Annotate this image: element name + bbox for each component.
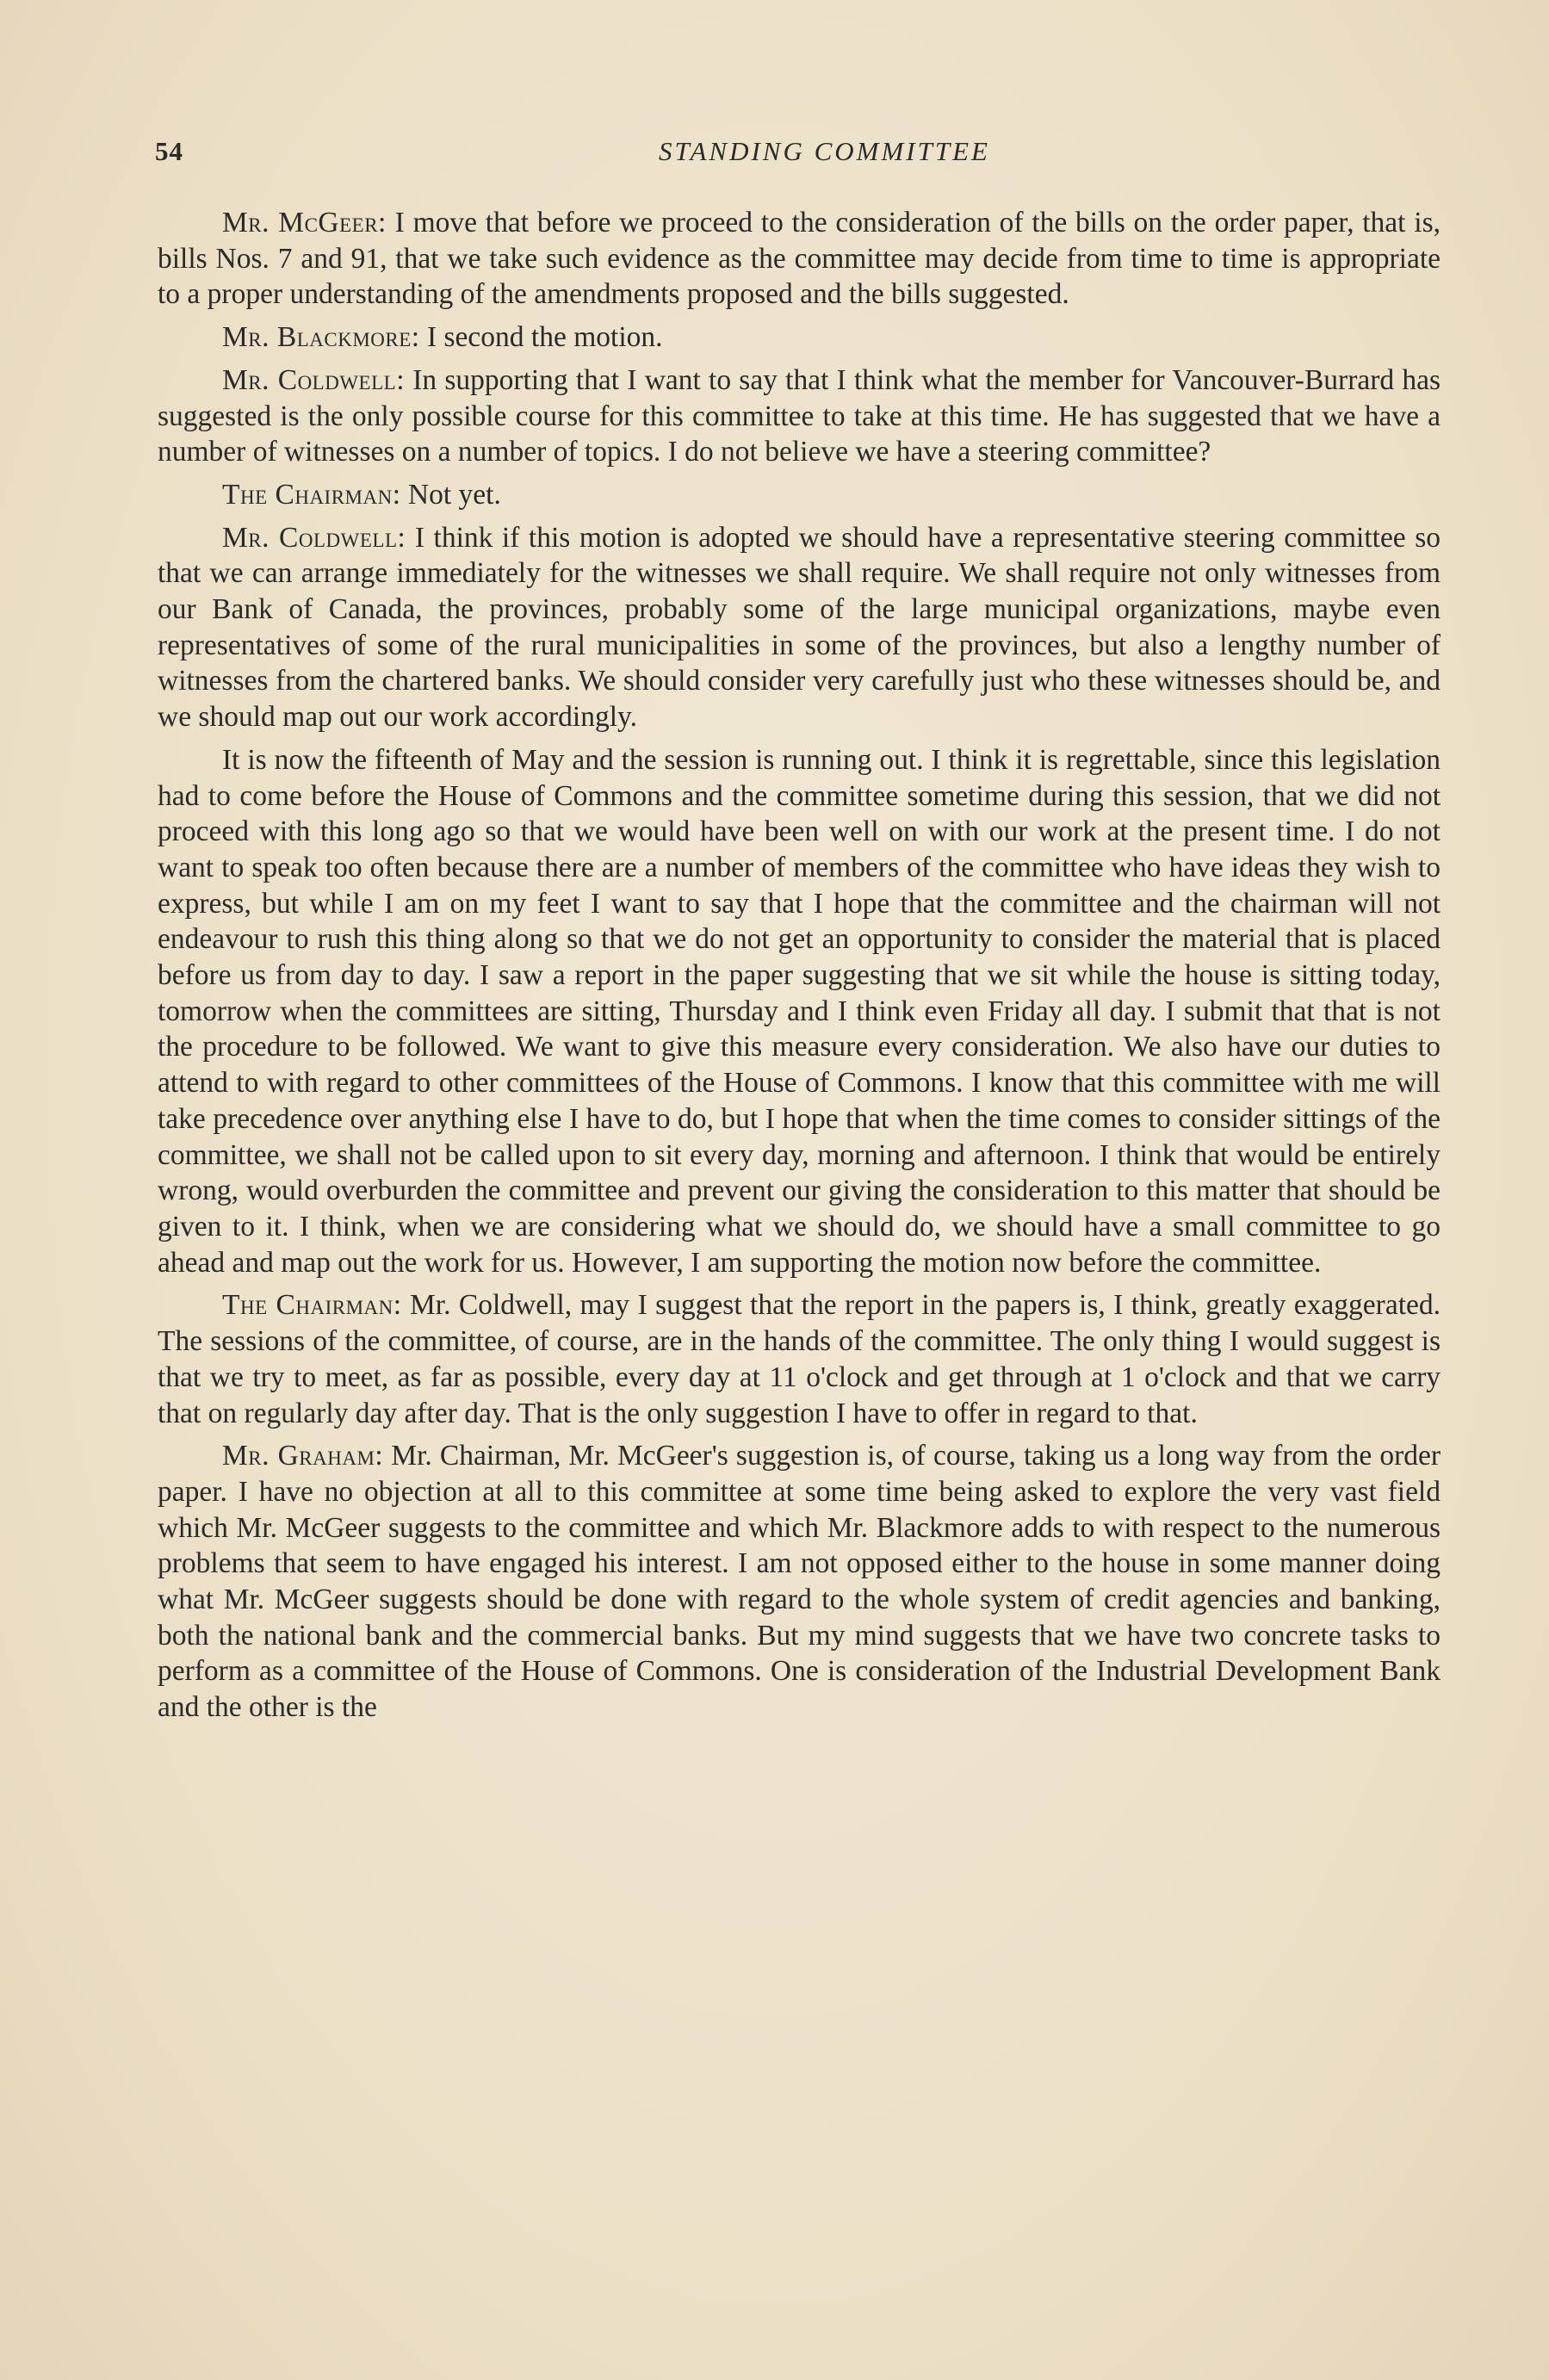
transcript-body xyxy=(158,205,1441,1732)
paragraph-text: Mr. Chairman, Mr. McGeer's suggestion is, of course, taking us a long way from the order paper. I have no objection at all to this committee at some time being asked to explore the very vast field which Mr. McGeer suggests to the committee and which Mr. Blackmore adds to with respect to the numerous problems that seem to have engaged his interest. I am not opposed either to the house in some manner doing what Mr. McGeer suggests should be done with regard to the whole system of credit agencies and banking, both the national bank and the commercial banks. But my mind suggests that we have two concrete tasks to perform as a committee of the House of Commons. One is consideration of the Industrial Development Bank and the other is the xyxy=(158,1440,1441,1724)
page-header xyxy=(155,136,1442,179)
speaker-name: Mr. Coldwell: xyxy=(222,521,406,554)
speaker-name: Mr. Coldwell: xyxy=(222,363,405,396)
paragraph-text: In supporting that I want to say that I think what the member for Vancouver-Burrard has suggested is the only possible course for this committee to take at this time. He has suggested that we have a number of witnesses on a number of topics. I do not believe we have a steering committee? xyxy=(158,363,1441,468)
paragraph-4 xyxy=(158,477,1441,513)
page-number: 54 xyxy=(155,136,183,166)
paragraph-2 xyxy=(158,319,1441,356)
paragraph-5 xyxy=(158,520,1441,735)
paragraph-3 xyxy=(158,363,1441,470)
paragraph-text: I second the motion. xyxy=(419,321,663,354)
paragraph-text: It is now the fifteenth of May and the session is running out. I think it is regrettable, since this legislation had to come before the House of Commons and the committee sometime during this session, that we did not proceed with this long ago so that we would have been well on with our work at the present time. I do not want to speak too often because there are a number of members of the committee who have ideas they wish to express, but while I am on my feet I want to say that I hope that the committee and the chairman will not endeavour to rush this thing along so that we do not get an opportunity to consider the material that is placed before us from day to day. I saw a report in the paper suggesting that we sit while the house is sitting today, tomorrow when the committees are sitting, Thursday and I think even Friday all day. I submit that that is not the procedure to be followed. We want to give this measure every consideration. We also have our duties to attend to with regard to other committees of the House of Commons. I know that this committee with me will take precedence over anything else I have to do, but I hope that when the time comes to consider sittings of the committee, we shall not be called upon to sit every day, morning and afternoon. I think that would be entirely wrong, would overburden the committee and prevent our giving the consideration to this matter that should be given to it. I think, when we are considering what we should do, we should have a small committee to go ahead and map out the work for us. However, I am supporting the motion now before the committee. xyxy=(158,743,1441,1279)
paragraph-text: I think if this motion is adopted we should have a representative steering committee so that we can arrange immediately for the witnesses we shall require. We shall require not only witnesses from our Bank of Canada, the provinces, probably some of the large municipal organizations, maybe even representatives of some of the rural municipalities in some of the provinces, but also a lengthy number of witnesses from the chartered banks. We should consider very carefully just who these witnesses should be, and we should map out our work accordingly. xyxy=(158,521,1441,734)
running-head: STANDING COMMITTEE xyxy=(659,136,990,166)
paragraph-7 xyxy=(158,1287,1441,1431)
speaker-name: Mr. Blackmore: xyxy=(222,321,420,354)
paragraph-text: Not yet. xyxy=(400,478,501,511)
speaker-name: The Chairman: xyxy=(222,1289,402,1322)
speaker-name: Mr. McGeer: xyxy=(222,207,387,239)
speaker-name: Mr. Graham: xyxy=(222,1440,384,1472)
paragraph-text: I move that before we proceed to the consideration of the bills on the order paper, that is, bills Nos. 7 and 91, that we take such evidence as the committee may decide from time to time is appropriate to a proper understanding of the amendments proposed and the bills suggested. xyxy=(158,207,1441,311)
paragraph-8 xyxy=(158,1438,1441,1726)
paragraph-6 xyxy=(158,742,1441,1281)
speaker-name: The Chairman: xyxy=(222,478,401,511)
paragraph-1 xyxy=(158,205,1441,313)
paragraph-text: Mr. Coldwell, may I suggest that the report in the papers is, I think, greatly exaggerated. The sessions of the committee, of course, are in the hands of the committee. The only thing I would suggest is that we try to meet, as far as possible, every day at 11 o'clock and get through at 1 o'clock and that we carry that on regularly day after day. That is the only suggestion I have to offer in regard to that. xyxy=(158,1289,1441,1429)
